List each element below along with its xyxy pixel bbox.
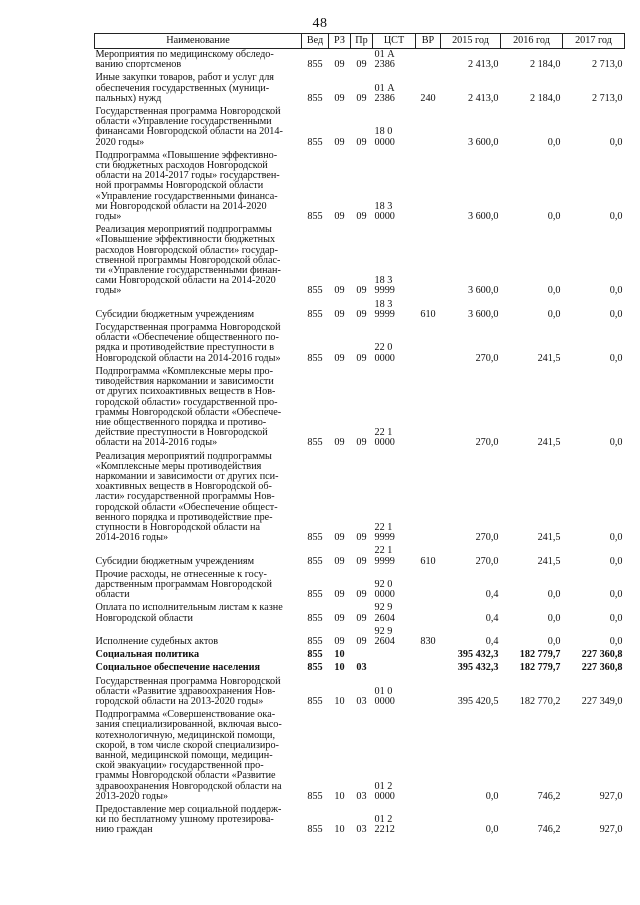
header-ved: Вед [302, 34, 329, 49]
cell-2017: 0,0 [609, 437, 623, 449]
table-row [95, 676, 625, 710]
cell-cst: 01 А 2386 [374, 49, 395, 71]
cell-pr: 09 [356, 211, 367, 223]
cell-name: Государственная программа Новгородской области «Управление государственными финансами Новгородской области на 2014- 2020 годы» [95, 106, 283, 148]
header-cst: ЦСТ [373, 34, 416, 49]
cell-2015: 270,0 [475, 532, 499, 544]
cell-2015: 270,0 [475, 555, 499, 567]
cell-2017: 0,0 [609, 635, 623, 647]
header-2016: 2016 год [501, 34, 563, 49]
cell-cst: 22 1 9999 [374, 521, 395, 544]
cell-ved: 855 [307, 662, 323, 674]
table-row [95, 602, 625, 625]
cell-ved: 855 [307, 635, 323, 647]
cell-2016: 0,0 [547, 285, 561, 297]
cell-2015: 0,4 [485, 635, 499, 647]
cell-name: Социальное обеспечение населения [95, 662, 261, 674]
cell-2017: 0,0 [609, 136, 623, 148]
cell-2017: 227 360,8 [581, 649, 623, 661]
cell-2017: 0,0 [609, 352, 623, 364]
cell-2015: 395 432,3 [457, 649, 499, 661]
cell-vr [416, 366, 441, 451]
cell-cst: 01 2 0000 [374, 780, 395, 802]
cell-cst: 92 9 2604 [374, 625, 395, 647]
table-row [95, 649, 625, 662]
cell-2017: 0,0 [609, 589, 623, 601]
cell-pr: 09 [356, 285, 367, 297]
cell-cst [373, 662, 416, 675]
cell-ved: 855 [307, 790, 323, 802]
cell-name: Государственная программа Новгородской области «Развитие здравоохранения Нов- городской области на 2013-2020 годы» [95, 675, 281, 707]
cell-vr [416, 150, 441, 224]
cell-ved: 855 [307, 308, 323, 320]
cell-pr: 09 [356, 635, 367, 647]
cell-cst [373, 649, 416, 662]
cell-pr: 09 [356, 555, 367, 567]
cell-2016: 0,0 [547, 635, 561, 647]
cell-2016: 2 184,0 [529, 59, 561, 71]
cell-ved: 855 [307, 532, 323, 544]
table-row [95, 299, 625, 322]
cell-rz: 09 [334, 532, 345, 544]
table-row [95, 451, 625, 546]
cell-2016: 746,2 [537, 790, 561, 802]
cell-ved: 855 [307, 824, 323, 836]
cell-name: Субсидии бюджетным учреждениям [95, 555, 255, 567]
cell-cst: 18 3 0000 [374, 200, 395, 223]
cell-name: Подпрограмма «Комплексные меры про- тиводействия наркомании и зависимости от других психоактивных веществ в Нов- городской области» государственной про- граммы Новгородской области «Обеспече- ние общественного порядка и противо- действие преступности в Новгородской области на 2014-2016 годы» [95, 365, 282, 449]
cell-2015: 3 600,0 [467, 211, 499, 223]
cell-2015: 270,0 [475, 437, 499, 449]
cell-ved: 855 [307, 437, 323, 449]
cell-2015: 2 413,0 [467, 59, 499, 71]
cell-rz: 09 [334, 589, 345, 601]
cell-2015: 270,0 [475, 352, 499, 364]
table-row [95, 49, 625, 73]
cell-2016: 0,0 [547, 136, 561, 148]
table-row [95, 224, 625, 298]
cell-name: Реализация мероприятий подпрограммы «Комплексные меры противодействия наркомании и зависимости от других пси- хоактивных веществ в Новгородской об- ласти» государственной программы Нов- городской области «Обеспечение общест- венного порядка и противодействие пре- ступности в Новгородской области на 2014-2016 годы» [95, 450, 279, 544]
cell-2016: 0,0 [547, 211, 561, 223]
cell-vr [416, 451, 441, 546]
cell-2017: 0,0 [609, 612, 623, 624]
cell-name: Государственная программа Новгородской области «Обеспечение общественного по- рядка и противодействие преступности в Новгородской области на 2014-2016 годы» [95, 322, 281, 364]
cell-ved: 855 [307, 136, 323, 148]
cell-cst: 92 9 2604 [374, 602, 395, 624]
cell-rz: 09 [334, 308, 345, 320]
cell-2015: 3 600,0 [467, 136, 499, 148]
cell-pr: 03 [356, 790, 367, 802]
cell-pr: 03 [356, 824, 367, 836]
cell-vr: 610 [420, 308, 436, 320]
cell-rz: 10 [334, 824, 345, 836]
cell-name: Подпрограмма «Повышение эффективно- сти бюджетных расходов Новгородской области на 2014-2017 годы» государствен- ной программы Новгородской области «Управление государственными финанса- ми Новгородской области на 2014-2020 годы» [95, 149, 280, 223]
cell-2015: 0,4 [485, 612, 499, 624]
cell-2016: 0,0 [547, 589, 561, 601]
cell-vr: 610 [420, 555, 436, 567]
cell-vr [416, 676, 441, 710]
cell-2015: 3 600,0 [467, 285, 499, 297]
cell-rz: 10 [334, 649, 345, 661]
cell-2016: 182 770,2 [519, 695, 561, 707]
cell-rz: 09 [334, 437, 345, 449]
cell-pr: 03 [356, 695, 367, 707]
cell-2015: 0,4 [485, 589, 499, 601]
cell-rz: 10 [334, 662, 345, 674]
cell-2016: 241,5 [537, 532, 561, 544]
cell-cst: 18 3 9999 [374, 298, 395, 320]
cell-ved: 855 [307, 612, 323, 624]
cell-rz: 09 [334, 285, 345, 297]
cell-2017: 0,0 [609, 308, 623, 320]
cell-pr: 09 [356, 308, 367, 320]
cell-vr [416, 662, 441, 675]
cell-2017: 0,0 [609, 285, 623, 297]
cell-cst: 22 1 0000 [374, 427, 395, 449]
cell-ved: 855 [307, 285, 323, 297]
cell-rz: 09 [334, 555, 345, 567]
cell-name: Прочие расходы, не отнесенные к госу- дарственным программам Новгородской области [95, 568, 272, 601]
table-row [95, 322, 625, 366]
cell-2017: 0,0 [609, 555, 623, 567]
cell-2017: 927,0 [599, 824, 623, 836]
cell-vr [416, 49, 441, 73]
cell-name: Оплата по исполнительным листам к казне Новгородской области [95, 602, 283, 624]
header-vr: ВР [416, 34, 441, 49]
cell-rz: 09 [334, 352, 345, 364]
cell-vr: 830 [420, 635, 436, 647]
cell-vr [416, 804, 441, 838]
cell-2015: 2 413,0 [467, 92, 499, 104]
cell-vr: 240 [420, 92, 436, 104]
page-number: 48 [312, 16, 328, 31]
cell-2016: 241,5 [537, 437, 561, 449]
cell-rz: 09 [334, 59, 345, 71]
cell-rz: 09 [334, 612, 345, 624]
header-rz: РЗ [329, 34, 351, 49]
cell-cst: 01 2 2212 [374, 814, 395, 836]
header-name: Наименование [95, 34, 302, 49]
cell-vr [416, 224, 441, 298]
cell-2016: 0,0 [547, 308, 561, 320]
cell-2017: 2 713,0 [591, 92, 623, 104]
cell-2015: 0,0 [485, 824, 499, 836]
cell-vr [416, 709, 441, 804]
cell-2017: 927,0 [599, 790, 623, 802]
cell-name: Реализация мероприятий подпрограммы «Повышение эффективности бюджетных расходов Новгородской области» государ- ственной программы Новгородской облас- ти «Управление государственными финан- сами Новгородской области на 2014-2020 годы» [95, 224, 281, 297]
cell-pr: 09 [356, 532, 367, 544]
cell-ved: 855 [307, 695, 323, 707]
cell-cst: 92 0 0000 [374, 578, 395, 601]
cell-vr [416, 649, 441, 662]
cell-2017: 0,0 [609, 532, 623, 544]
cell-2016: 241,5 [537, 352, 561, 364]
cell-cst: 01 А 2386 [374, 82, 395, 104]
cell-cst: 18 0 0000 [374, 126, 395, 148]
cell-cst: 22 1 9999 [374, 545, 395, 567]
cell-2015: 3 600,0 [467, 308, 499, 320]
cell-2017: 227 349,0 [581, 695, 623, 707]
cell-2016: 2 184,0 [529, 92, 561, 104]
cell-name: Исполнение судебных актов [95, 635, 219, 647]
cell-2017: 227 360,8 [581, 662, 623, 674]
cell-name: Социальная политика [95, 649, 200, 661]
table-row [95, 366, 625, 451]
table-body [95, 49, 625, 838]
cell-vr [416, 602, 441, 625]
header-pr: Пр [351, 34, 373, 49]
table-header-row [95, 34, 625, 49]
cell-pr: 09 [356, 352, 367, 364]
cell-2016: 182 779,7 [519, 662, 561, 674]
table-row [95, 804, 625, 838]
cell-rz: 09 [334, 92, 345, 104]
cell-pr [351, 649, 373, 662]
cell-name: Подпрограмма «Совершенствование ока- зания специализированной, включая высо- котехнологичную, медицинской помощи, скорой, в том числе скорой специализиро- ванной, медицинской помощи, медицин- ской эвакуации» государственной про- граммы Новгородской области «Развитие здравоохранения Новгородской области на 2013-2020 годы» [95, 709, 282, 802]
cell-2016: 746,2 [537, 824, 561, 836]
table-row [95, 569, 625, 603]
cell-vr [416, 322, 441, 366]
table-row [95, 106, 625, 150]
cell-2016: 0,0 [547, 612, 561, 624]
cell-name: Субсидии бюджетным учреждениям [95, 308, 255, 320]
table-row [95, 626, 625, 649]
cell-rz: 10 [334, 790, 345, 802]
cell-vr [416, 569, 441, 603]
table-row [95, 72, 625, 106]
cell-2015: 395 420,5 [457, 695, 499, 707]
cell-rz: 09 [334, 635, 345, 647]
cell-ved: 855 [307, 555, 323, 567]
cell-2017: 2 713,0 [591, 59, 623, 71]
cell-2016: 241,5 [537, 555, 561, 567]
budget-table [94, 33, 625, 838]
cell-ved: 855 [307, 59, 323, 71]
cell-ved: 855 [307, 211, 323, 223]
cell-2015: 395 432,3 [457, 662, 499, 674]
cell-pr: 09 [356, 589, 367, 601]
cell-pr: 09 [356, 92, 367, 104]
table-row [95, 545, 625, 568]
cell-cst: 22 0 0000 [374, 342, 395, 364]
cell-vr [416, 106, 441, 150]
cell-ved: 855 [307, 352, 323, 364]
cell-pr: 03 [356, 662, 367, 674]
cell-pr: 09 [356, 612, 367, 624]
cell-rz: 09 [334, 211, 345, 223]
cell-ved: 855 [307, 92, 323, 104]
header-2017: 2017 год [563, 34, 625, 49]
cell-2015: 0,0 [485, 790, 499, 802]
cell-name: Мероприятия по медицинскому обследо- ванию спортсменов [95, 49, 274, 71]
cell-ved: 855 [307, 649, 323, 661]
cell-cst: 01 0 0000 [374, 685, 395, 707]
cell-ved: 855 [307, 589, 323, 601]
cell-pr: 09 [356, 59, 367, 71]
table-row [95, 662, 625, 675]
cell-pr: 09 [356, 437, 367, 449]
header-2015: 2015 год [441, 34, 501, 49]
cell-2016: 182 779,7 [519, 649, 561, 661]
cell-rz: 10 [334, 695, 345, 707]
cell-name: Иные закупки товаров, работ и услуг для обеспечения государственных (муници- пальных) нужд [95, 72, 274, 104]
table-row [95, 709, 625, 804]
cell-name: Предоставление мер социальной поддерж- ки по бесплатному ушному протезирова- нию граждан [95, 804, 282, 836]
cell-cst: 18 3 9999 [374, 275, 395, 297]
cell-pr: 09 [356, 136, 367, 148]
cell-rz: 09 [334, 136, 345, 148]
table-row [95, 150, 625, 224]
cell-2017: 0,0 [609, 211, 623, 223]
